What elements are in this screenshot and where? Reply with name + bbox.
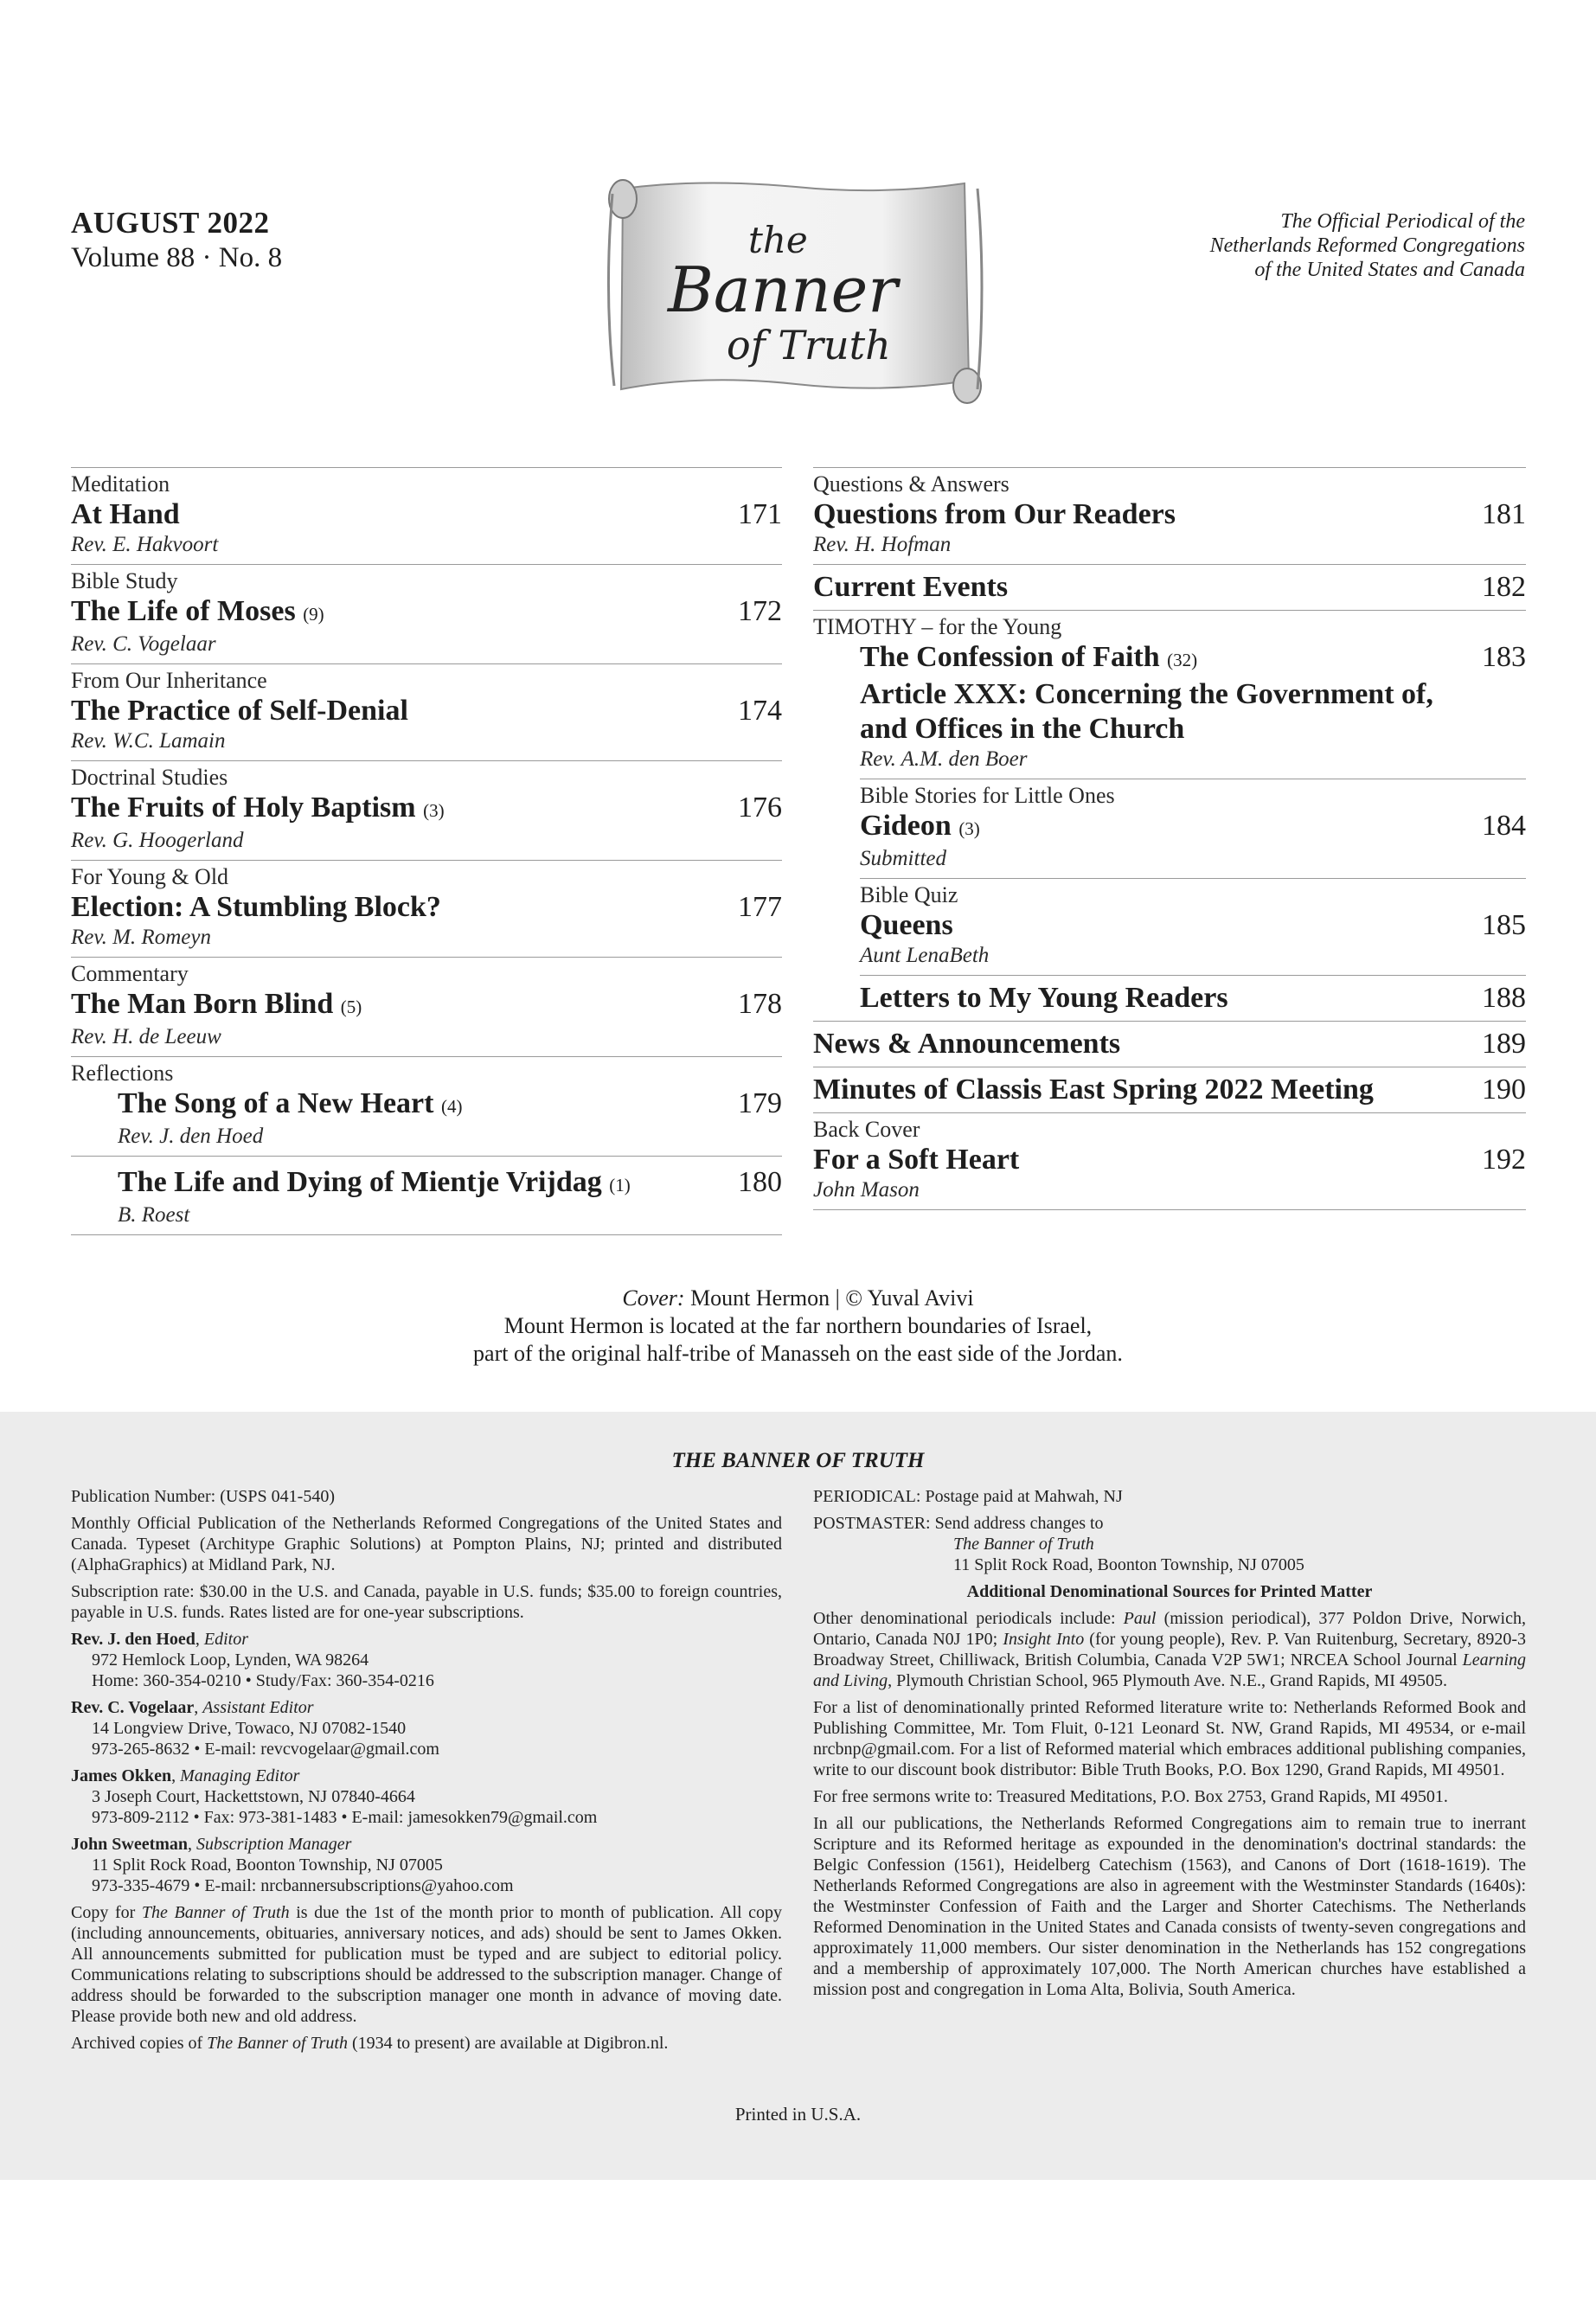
staff-editor: Rev. J. den Hoed, Editor 972 Hemlock Loop, Lynden, WA 98264 Home: 360-354-0210 • Study/Fax: 360-354-0216	[71, 1630, 434, 1690]
toc-author: Rev. J. den Hoed	[118, 1125, 264, 1148]
toc-title: Questions from Our Readers	[813, 498, 1176, 530]
pub-description: Monthly Official Publication of the Netherlands Reformed Congregations of the United States and Canada. Typeset (Architype Graphic Solutions) at Pompton Plains, NJ; printed and distributed (AlphaGraphics) at Midland Park, NJ.	[71, 1514, 782, 1574]
toc-title: Election: A Stumbling Block?	[71, 891, 441, 923]
toc-right	[813, 467, 1526, 1210]
toc-entry[interactable]	[813, 1112, 1526, 1210]
toc-entry[interactable]	[71, 760, 782, 860]
toc-author: John Mason	[813, 1178, 920, 1202]
toc-page: 188	[1482, 982, 1526, 1014]
toc-category: For Young & Old	[71, 864, 229, 889]
staff-name: John Sweetman	[71, 1835, 189, 1854]
toc-page: 185	[1482, 909, 1526, 941]
toc-title: Gideon	[860, 810, 952, 842]
staff-role: Subscription Manager	[196, 1835, 352, 1854]
toc-subtitle: and Offices in the Church	[860, 713, 1185, 745]
issue-info	[71, 206, 282, 274]
subscription-rate: Subscription rate: $30.00 in the U.S. and Canada, payable in U.S. funds; $35.00 to foreign countries, payable in U.S. funds. Rates listed are for one-year subscriptions.	[71, 1582, 782, 1622]
tagline-line: Netherlands Reformed Congregations	[1209, 234, 1525, 257]
cover-line: Mount Hermon is located at the far northern boundaries of Israel,	[503, 1313, 1093, 1338]
cover-label: Cover:	[622, 1285, 685, 1311]
toc-entry[interactable]	[71, 467, 782, 564]
tagline-line: of the United States and Canada	[1254, 259, 1525, 281]
staff-address: 972 Hemlock Loop, Lynden, WA 98264	[92, 1650, 369, 1670]
toc-entry[interactable]	[71, 957, 782, 1056]
staff-contact: 973-809-2112 • Fax: 973-381-1483 • E-mail: jamesokken79@gmail.com	[92, 1808, 598, 1827]
staff-address: 14 Longview Drive, Towaco, NJ 07082-1540	[92, 1719, 407, 1738]
staff-assistant-editor: Rev. C. Vogelaar, Assistant Editor 14 Longview Drive, Towaco, NJ 07082-1540 973-265-8632 • E-mail: revcvogelaar@gmail.com	[71, 1698, 439, 1759]
masthead-right	[813, 1486, 1526, 2006]
periodical-note: PERIODICAL: Postage paid at Mahwah, NJ	[813, 1487, 1123, 1506]
toc-entry[interactable]	[71, 564, 782, 663]
logo-banner: Banner	[668, 253, 898, 326]
staff-contact: Home: 360-354-0210 • Study/Fax: 360-354-0216	[92, 1671, 434, 1690]
toc-entry[interactable]	[71, 860, 782, 957]
toc-title: Letters to My Young Readers	[860, 982, 1228, 1014]
toc-category: Doctrinal Studies	[71, 765, 228, 790]
toc-page: 177	[738, 891, 782, 923]
toc-author: Rev. C. Vogelaar	[71, 632, 216, 656]
toc-left	[71, 467, 782, 1235]
masthead-left	[71, 1486, 782, 2060]
printed-in: Printed in U.S.A.	[734, 2104, 862, 2125]
toc-page: 180	[738, 1166, 782, 1198]
toc-author: Rev. G. Hoogerland	[71, 829, 244, 852]
toc-title: The Song of a New Heart	[118, 1087, 434, 1119]
toc-title: The Life and Dying of Mientje Vrijdag	[118, 1166, 602, 1198]
staff-managing-editor: James Okken, Managing Editor 3 Joseph Court, Hackettstown, NJ 07840-4664 973-809-2112 • Fax: 973-381-1483 • E-mail: jamesokken79@gmail.com	[71, 1766, 598, 1827]
toc-page: 189	[1482, 1028, 1526, 1060]
toc-page: 181	[1482, 498, 1526, 530]
toc-page: 183	[1482, 641, 1526, 673]
toc-author: Rev. H. de Leeuw	[71, 1025, 221, 1048]
staff-address: 11 Split Rock Road, Boonton Township, NJ 07005	[92, 1856, 443, 1875]
toc-page: 190	[1482, 1074, 1526, 1106]
tagline-line: The Official Periodical of the	[1280, 210, 1525, 233]
logo-the: the	[748, 219, 808, 261]
toc-author: Submitted	[860, 847, 946, 870]
toc-category: Meditation	[71, 471, 170, 497]
staff-contact: 973-335-4679 • E-mail: nrcbannersubscriptions@yahoo.com	[92, 1876, 514, 1895]
staff-role: Managing Editor	[180, 1766, 300, 1785]
toc-page: 192	[1482, 1144, 1526, 1176]
sources-text: Other denominational periodicals include: Paul (mission periodical), 377 Poldon Drive, Norwich, Ontario, Canada N0J 1P0; Insight Into (for young people), Rev. P. Van Ruitenburg, Secretary, 8920-3 Broadway Street, Chilliwack, British Columbia, Canada V2P 5W1; NRCEA School Journal Learning and Living, Plymouth Christian School, 965 Plymouth Ave. N.E., Grand Rapids, MI 49505.	[813, 1609, 1527, 1690]
sources-heading: Additional Denominational Sources for Printed Matter	[966, 1582, 1373, 1601]
toc-page: 176	[738, 792, 782, 824]
toc-entry[interactable]	[860, 975, 1526, 1021]
logo-of-truth: of Truth	[727, 322, 891, 369]
banner-of-truth-logo	[597, 173, 995, 407]
toc-title: Queens	[860, 909, 953, 941]
toc-category: Reflections	[71, 1061, 174, 1086]
toc-part: (1)	[609, 1175, 631, 1195]
toc-entry[interactable]	[813, 467, 1526, 564]
staff-name: Rev. C. Vogelaar	[71, 1698, 195, 1717]
toc-title: News & Announcements	[813, 1028, 1121, 1060]
copy-policy: Copy for The Banner of Truth is due the 1st of the month prior to month of publication. All copy (including announcements, obituaries, anniversary notices, and ads) should be sent to James Okken. All announcements submitted for publication must be typed and are subject to editorial policy. Communications relating to subscriptions should be addressed to the subscription manager. Change of address should be forwarded to the subscription manager one month in advance of moving date. Please provide both new and old address.	[71, 1903, 782, 2026]
toc-entry[interactable]	[813, 1021, 1526, 1067]
staff-name: James Okken	[71, 1766, 172, 1785]
issue-month: AUGUST 2022	[71, 206, 270, 240]
toc-page: 174	[738, 695, 782, 727]
staff-role: Editor	[203, 1630, 249, 1649]
toc-part: (3)	[958, 818, 980, 839]
tagline	[1075, 209, 1525, 282]
toc-category: Bible Stories for Little Ones	[860, 783, 1115, 808]
toc-page: 179	[738, 1087, 782, 1119]
toc-author: Rev. W.C. Lamain	[71, 729, 226, 753]
toc-entry[interactable]	[813, 1067, 1526, 1112]
toc-entry[interactable]	[71, 1156, 782, 1235]
toc-entry[interactable]	[813, 564, 1526, 610]
toc-title: Minutes of Classis East Spring 2022 Meeting	[813, 1074, 1374, 1106]
staff-role: Assistant Editor	[202, 1698, 314, 1717]
toc-author: Aunt LenaBeth	[860, 944, 990, 967]
issue-volume: Volume 88 · No. 8	[71, 242, 283, 273]
cover-line: part of the original half-tribe of Manasseh on the east side of the Jordan.	[473, 1341, 1123, 1366]
toc-page: 172	[738, 595, 782, 627]
toc-page: 182	[1482, 571, 1526, 603]
toc-title: The Fruits of Holy Baptism	[71, 792, 416, 824]
cover-credit: Mount Hermon | © Yuval Avivi	[690, 1285, 974, 1311]
toc-title: The Confession of Faith	[860, 641, 1160, 673]
toc-subtitle: Article XXX: Concerning the Government of,	[860, 678, 1433, 710]
staff-subscription-manager: John Sweetman, Subscription Manager 11 Split Rock Road, Boonton Township, NJ 07005 973-335-4679 • E-mail: nrcbannersubscriptions@yahoo.com	[71, 1835, 514, 1895]
toc-page: 171	[738, 498, 782, 530]
toc-title: The Life of Moses	[71, 595, 296, 627]
toc-part: (3)	[423, 800, 445, 821]
sermons-note: For free sermons write to: Treasured Meditations, P.O. Box 2753, Grand Rapids, MI 49501.	[813, 1787, 1448, 1806]
toc-entry[interactable]	[860, 878, 1526, 975]
literature-note: For a list of denominationally printed Reformed literature write to: Netherlands Reformed Book and Publishing Committee, Mr. Tom Fluit, 0-121 Leonard St. NW, Grand Rapids, MI 49534, or e-mail nrcbnp@gmail.com. For a list of Reformed material which embraces additional publishing companies, write to our discount book distributor: Bible Truth Books, P.O. Box 1290, Grand Rapids, MI 49501.	[813, 1698, 1526, 1779]
toc-author: Rev. M. Romeyn	[71, 926, 211, 949]
aim-note: In all our publications, the Netherlands Reformed Congregations aim to remain true to inerrant Scripture and its Reformed heritage as expounded in the denomination's doctrinal standards: the Belgic Confession (1561), Heidelberg Catechism (1563), and Canons of Dort (1618-1619). The Netherlands Reformed Congregations are also in agreement with the Westminster Standards (1640s): the Westminster Confession of Faith and the Larger and Shorter Catechisms. The Netherlands Reformed Denomination in the United States and Canada consists of twenty-seven congregations and approximately 11,000 members. Our sister denomination in the Netherlands has 152 congregations and a membership of approximately 107,000. The North American churches have established a mission post and congregation in Loma Alta, Bolivia, South America.	[813, 1814, 1526, 1999]
toc-category: Bible Quiz	[860, 882, 958, 907]
toc-entry[interactable]	[813, 610, 1526, 779]
pub-number: Publication Number: (USPS 041-540)	[71, 1487, 335, 1506]
toc-category: Bible Study	[71, 568, 178, 593]
toc-part: (32)	[1167, 650, 1198, 670]
toc-entry[interactable]	[860, 779, 1526, 878]
toc-part: (5)	[340, 997, 362, 1017]
toc-title: The Practice of Self-Denial	[71, 695, 408, 727]
toc-author: Rev. H. Hofman	[813, 533, 952, 556]
cover-caption	[0, 1285, 1596, 1368]
toc-page: 178	[738, 988, 782, 1020]
toc-author: B. Roest	[118, 1203, 190, 1227]
masthead-heading: THE BANNER OF TRUTH	[671, 1449, 925, 1472]
toc-category: Commentary	[71, 961, 189, 986]
toc-title: At Hand	[71, 498, 180, 530]
toc-title: Current Events	[813, 571, 1009, 603]
toc-part: (4)	[440, 1096, 463, 1117]
toc-entry[interactable]	[71, 1056, 782, 1156]
toc-author: Rev. E. Hakvoort	[71, 533, 219, 556]
staff-address: 3 Joseph Court, Hackettstown, NJ 07840-4664	[92, 1787, 415, 1806]
staff-name: Rev. J. den Hoed	[71, 1630, 195, 1649]
toc-category: Questions & Answers	[813, 471, 1010, 497]
postmaster-note: POSTMASTER: Send address changes to The Banner of Truth 11 Split Rock Road, Boonton Township, NJ 07005	[813, 1514, 1304, 1574]
toc-part: (9)	[303, 604, 324, 625]
toc-category: Back Cover	[813, 1117, 920, 1142]
toc-entry[interactable]	[71, 663, 782, 760]
staff-contact: 973-265-8632 • E-mail: revcvogelaar@gmail.com	[92, 1740, 439, 1759]
toc-title: The Man Born Blind	[71, 988, 334, 1020]
toc-category: From Our Inheritance	[71, 668, 267, 693]
toc-title: For a Soft Heart	[813, 1144, 1020, 1176]
toc-author: Rev. A.M. den Boer	[860, 747, 1028, 771]
toc-category: TIMOTHY – for the Young	[813, 614, 1062, 639]
archive-note: Archived copies of The Banner of Truth (1934 to present) are available at Digibron.nl.	[71, 2034, 669, 2053]
toc-page: 184	[1482, 810, 1526, 842]
